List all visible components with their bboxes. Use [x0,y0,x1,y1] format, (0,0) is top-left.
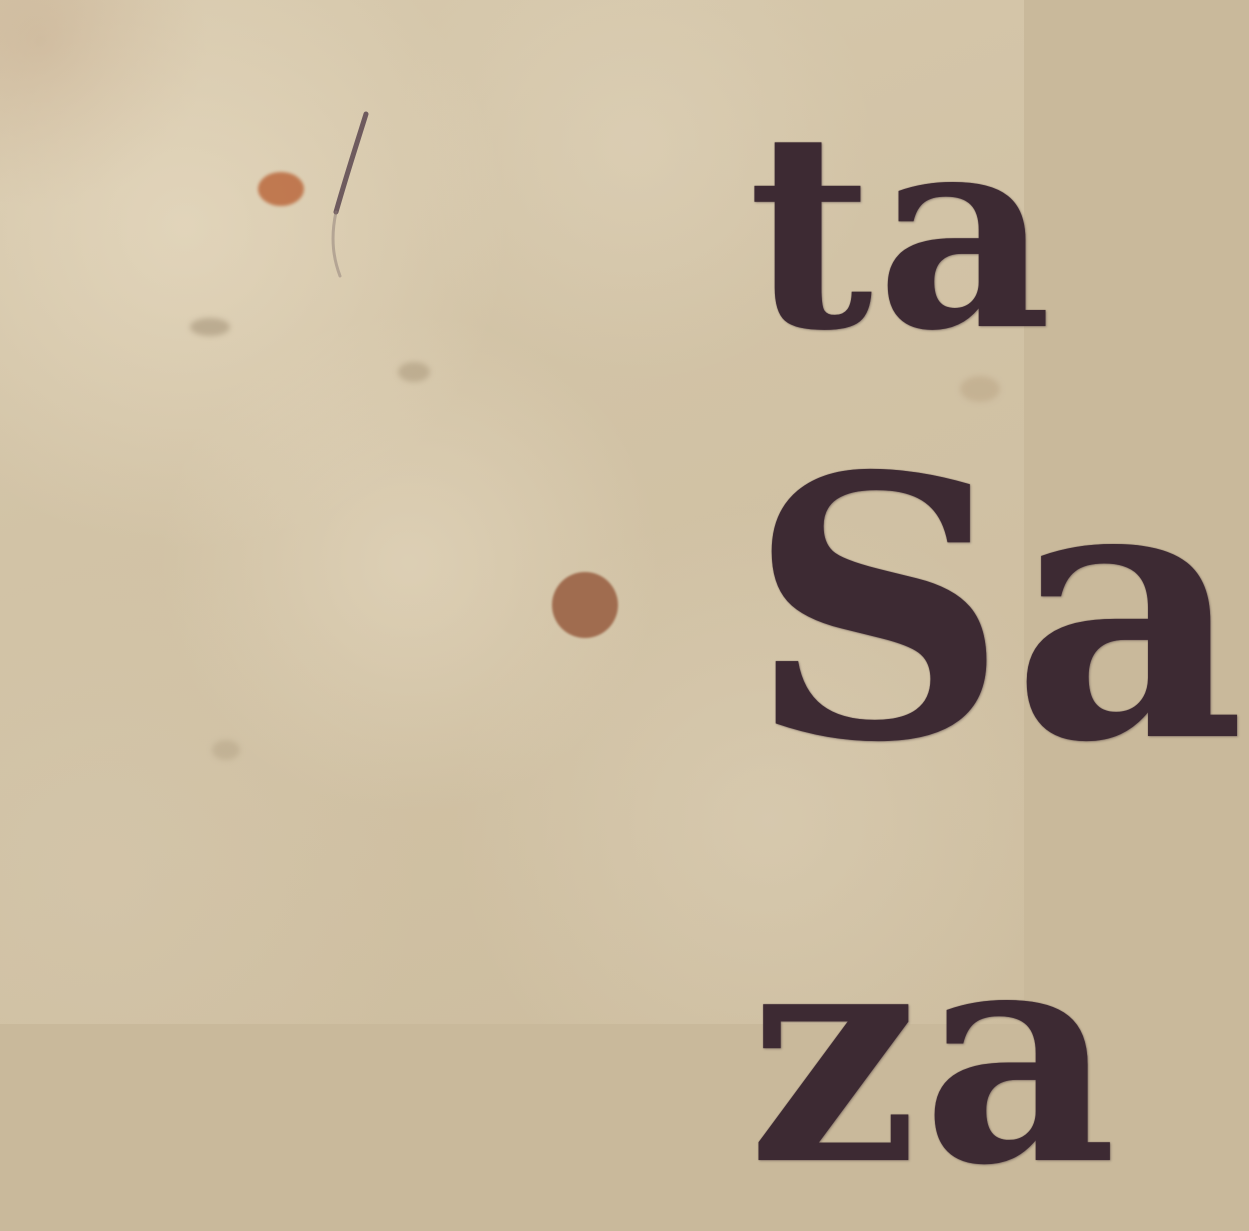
paper-speck [212,740,240,760]
text-column [748,0,1249,1231]
text-line-1: ta [748,72,1056,390]
text-line-2: Sa [748,398,1249,821]
rust-stain-large [552,572,618,638]
paper-speck [398,362,430,382]
paper-speck [190,318,230,336]
text-line-3: za [748,878,1121,1231]
paper-fiber [320,110,390,280]
rust-stain-small [258,172,304,206]
